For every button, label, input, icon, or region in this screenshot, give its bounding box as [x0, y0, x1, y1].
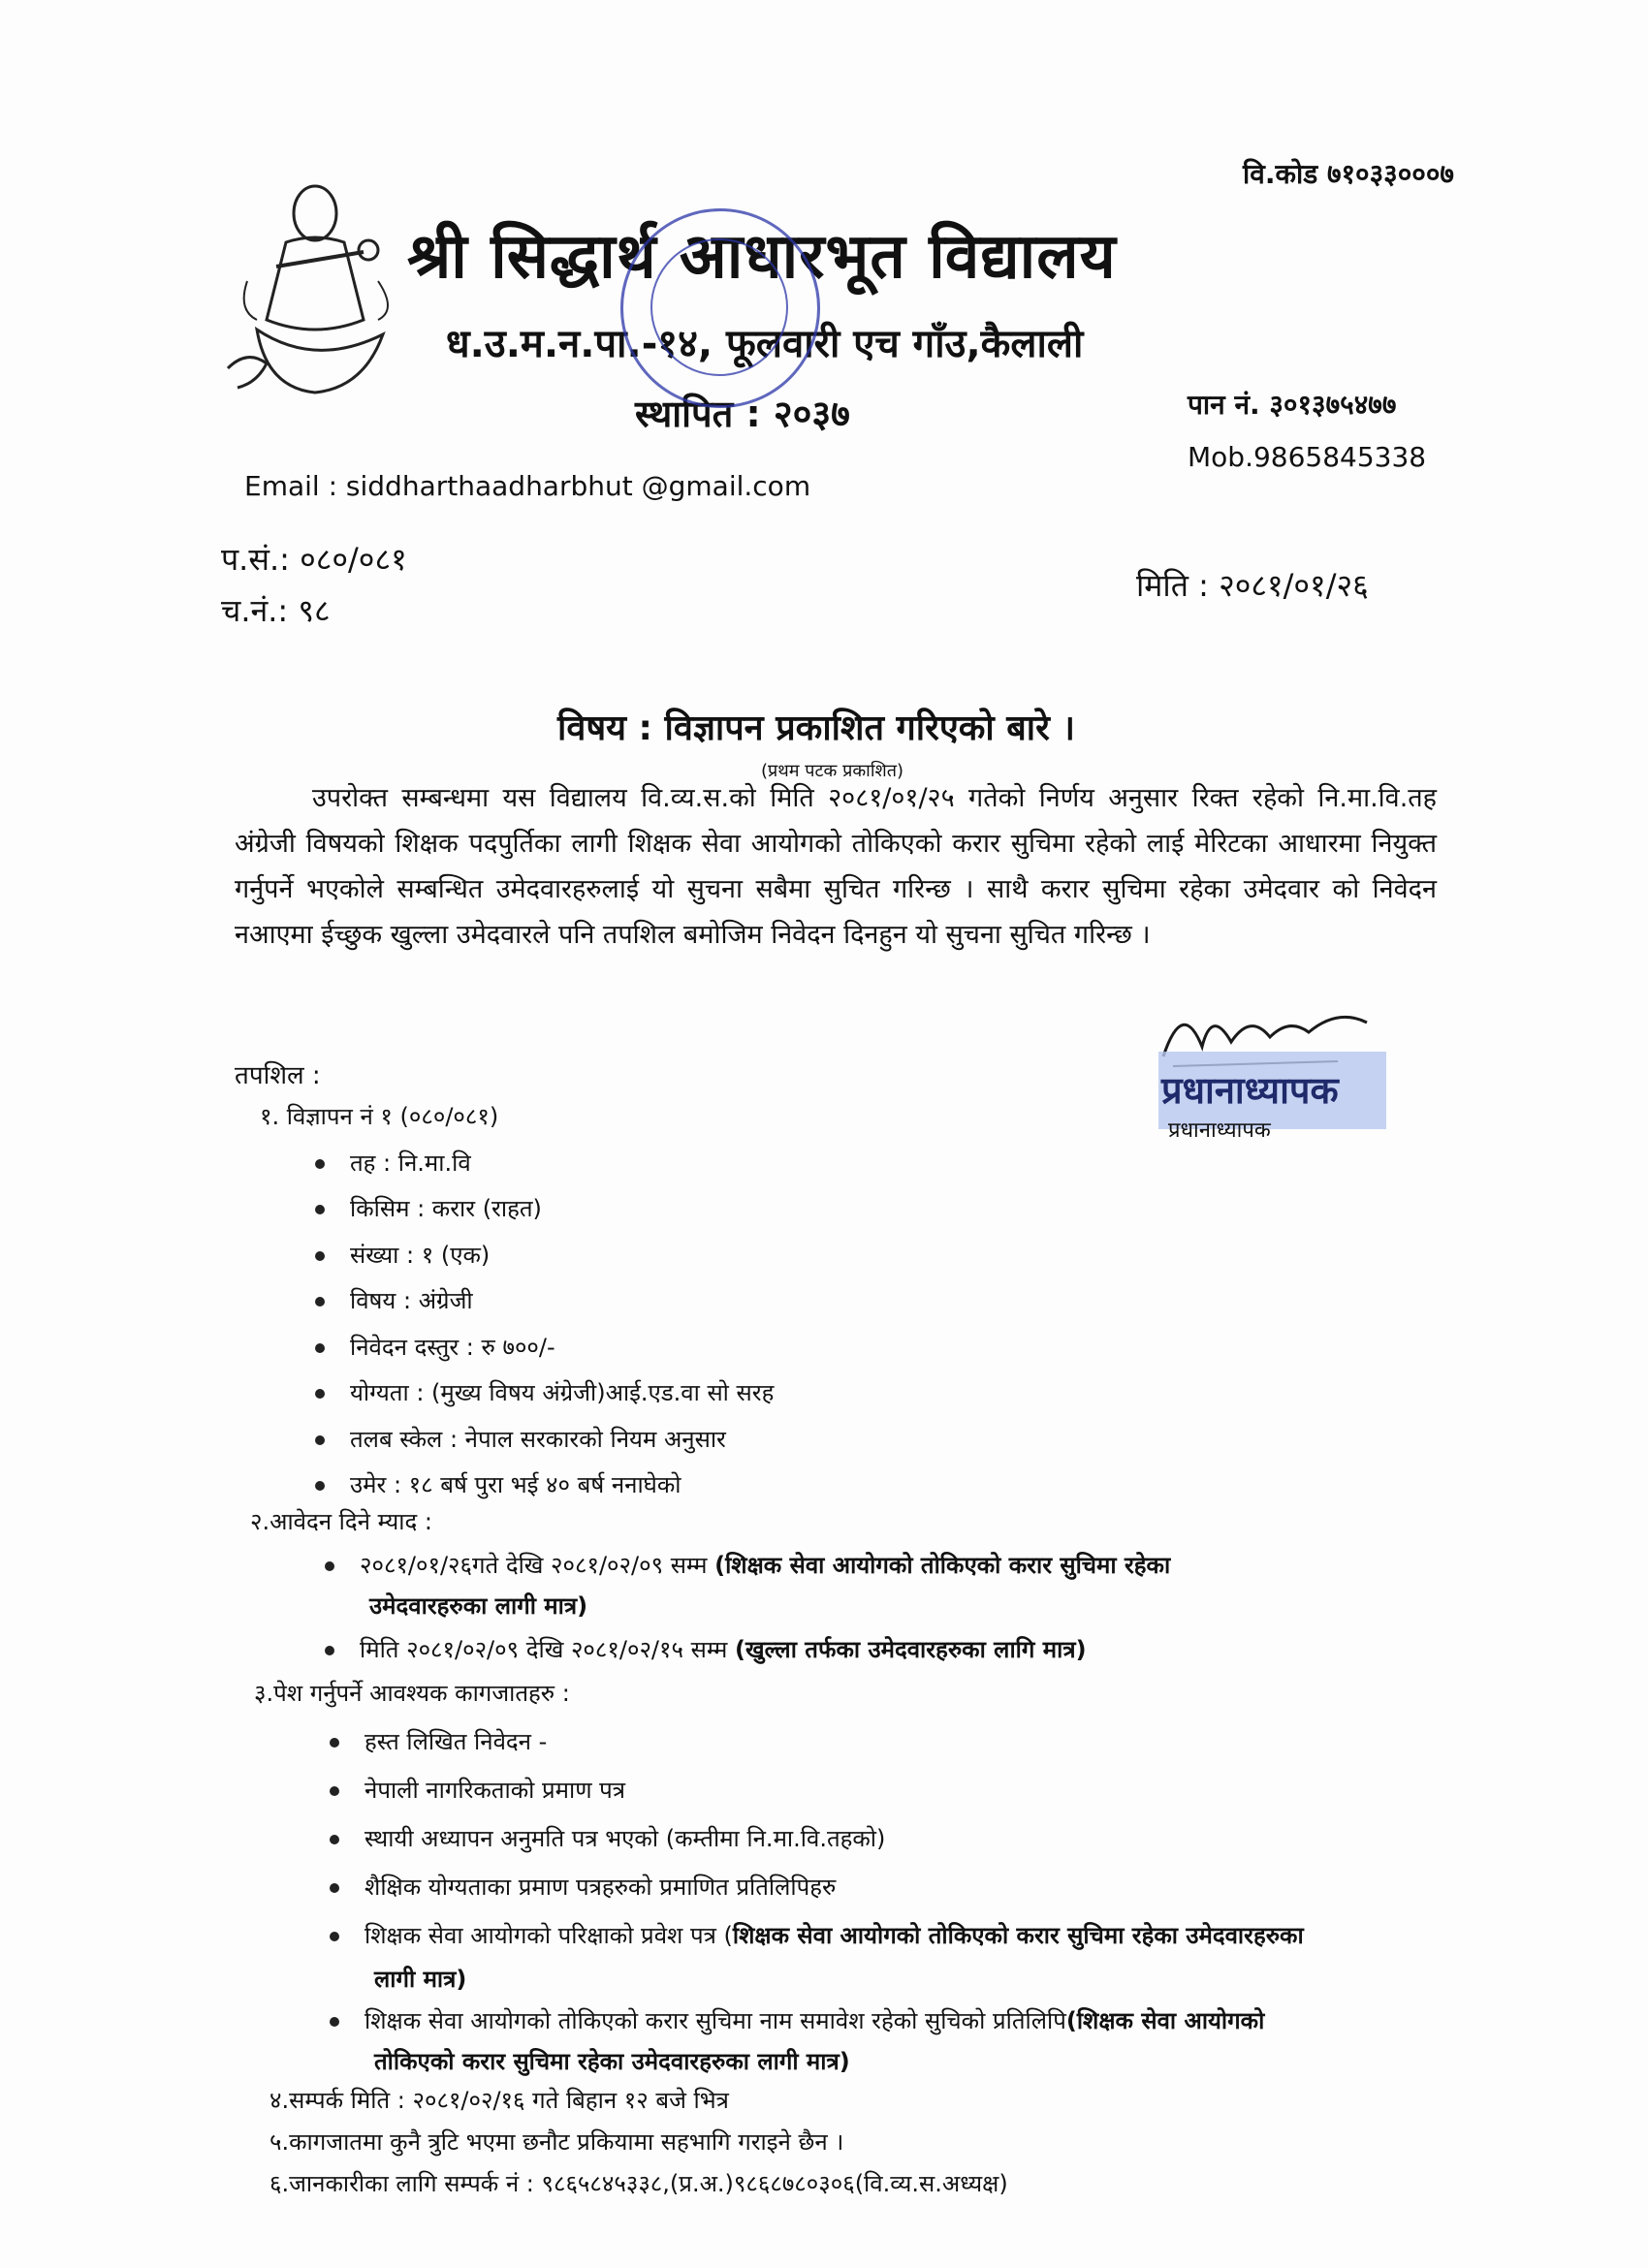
- subject-note: (प्रथम पटक प्रकाशित): [761, 761, 904, 781]
- contact-date: ४.सम्पर्क मिति : २०८१/०२/१६ गते बिहान १२ बजे भित्र: [269, 2087, 729, 2114]
- school-seal-inner-ring: [650, 238, 788, 376]
- document-item-list-copy: शिक्षक सेवा आयोगको तोकिएको करार सुचिमा नाम समावेश रहेको सुचिको प्रतिलिपि(शिक्षक सेवा आयोगको: [330, 2004, 1264, 2036]
- document-item: स्थायी अध्यापन अनुमति पत्र भएको (कम्तीमा नि.मा.वि.तहको): [330, 1822, 885, 1854]
- deadline-reserved-cont: उमेदवारहरुका लागी मात्र): [369, 1592, 588, 1620]
- deadline-reserved: २०८१/०१/२६गते देखि २०८१/०२/०९ सम्म (शिक्षक सेवा आयोगको तोकिएको करार सुचिमा रहेका: [325, 1549, 1170, 1581]
- tapashil-heading: तपशिल :: [235, 1061, 321, 1090]
- school-code: वि.कोड ७१०३३०००७: [1243, 158, 1454, 190]
- deadline-open: मिति २०८१/०२/०९ देखि २०८१/०२/१५ सम्म (खुल्ला तर्फका उमेदवारहरुका लागि मात्र): [325, 1633, 1087, 1665]
- established-year: स्थापित : २०३७: [635, 393, 850, 435]
- document-item-admit-card: शिक्षक सेवा आयोगको परिक्षाको प्रवेश पत्र (शिक्षक सेवा आयोगको तोकिएको करार सुचिमा रहेका उमेदवारहरुका: [330, 1919, 1304, 1951]
- ad-item: उमेर : १८ बर्ष पुरा भई ४० बर्ष ननाघेको: [315, 1468, 681, 1500]
- ad-item: किसिम : करार (राहत): [315, 1192, 542, 1224]
- error-note: ५.कागजातमा कुनै त्रुटि भएमा छनौट प्रकियामा सहभागि गराइने छैन ।: [269, 2128, 844, 2156]
- pan-number: पान नं. ३०१३७५४७७: [1188, 389, 1397, 421]
- school-address: ध.उ.म.न.पा.-१४, फूलवारी एच गाँउ,कैलाली: [446, 322, 1084, 366]
- school-seal-stamp: [620, 208, 820, 408]
- ad-item: विषय : अंग्रेजी: [315, 1284, 473, 1316]
- school-name: श्री सिद्धार्थ आधारभूत विद्यालय: [407, 221, 1117, 293]
- deadline-heading: २.आवेदन दिने म्याद :: [250, 1508, 432, 1535]
- ad-item: तह : नि.मा.वि: [315, 1147, 471, 1179]
- mobile-number: Mob.9865845338: [1188, 441, 1427, 473]
- letter-date: मिति : २०८१/०१/२६: [1136, 567, 1369, 604]
- document-item-admit-card-cont: लागी मात्र): [374, 1966, 467, 1993]
- chalani-number: च.नं.: ९८: [221, 592, 331, 629]
- info-contact: ६.जानकारीका लागि सम्पर्क नं : ९८६५८४५३३८,(प्र.अ.)९८६८७८०३०६(वि.व्य.स.अध्यक्ष): [269, 2170, 1008, 2197]
- patra-sankhya: प.सं.: ०८०/०८१: [221, 541, 407, 578]
- saraswati-logo: [218, 174, 412, 407]
- headmaster-stamp-text: प्रधानाध्यापक: [1161, 1069, 1339, 1112]
- ad-number: १. विज्ञापन नं १ (०८०/०८१): [260, 1103, 499, 1130]
- headmaster-title: प्रधानाध्यापक: [1168, 1118, 1271, 1143]
- ad-item: योग्यता : (मुख्य विषय अंग्रेजी)आई.एड.वा सो सरह: [315, 1376, 774, 1408]
- email-address: Email : siddharthaadharbhut @gmail.com: [244, 470, 811, 502]
- ad-item: निवेदन दस्तुर : रु ७००/-: [315, 1331, 555, 1363]
- letter-body: उपरोक्त सम्बन्धमा यस विद्यालय वि.व्य.स.को मिति २०८१/०१/२५ गतेको निर्णय अनुसार रिक्त रहेको नि.मा.वि.तह अंग्रेजी विषयको शिक्षक पदपुर्तिका लागी शिक्षक सेवा आयोगको तोकिएको करार सुचिमा रहेको लाई मेरिटका आधारमा नियुक्त गर्नुपर्ने भएकोले सम्बन्धित उमेदवारहरुलाई यो सुचना सबैमा सुचित गरिन्छ । साथै करार सुचिमा रहेका उमेदवार को निवेदन नआएमा ईच्छुक खुल्ला उमेदवारले पनि तपशिल बमोजिम निवेदन दिनहुन यो सुचना सुचित गरिन्छ ।: [235, 783, 1437, 950]
- ad-item: संख्या : १ (एक): [315, 1239, 490, 1271]
- document-item-list-copy-cont: तोकिएको करार सुचिमा रहेका उमेदवारहरुका लागी मात्र): [374, 2048, 850, 2075]
- document-item: नेपाली नागरिकताको प्रमाण पत्र: [330, 1774, 625, 1806]
- ad-item: तलब स्केल : नेपाल सरकारको नियम अनुसार: [315, 1423, 726, 1455]
- document-item: शैक्षिक योग्यताका प्रमाण पत्रहरुको प्रमाणित प्रतिलिपिहरु: [330, 1871, 836, 1903]
- document-item: हस्त लिखित निवेदन -: [330, 1725, 547, 1757]
- documents-heading: ३.पेश गर्नुपर्ने आवश्यक कागजातहरु :: [254, 1680, 570, 1707]
- letter-subject: विषय : विज्ञापन प्रकाशित गरिएको बारे ।: [557, 709, 1076, 748]
